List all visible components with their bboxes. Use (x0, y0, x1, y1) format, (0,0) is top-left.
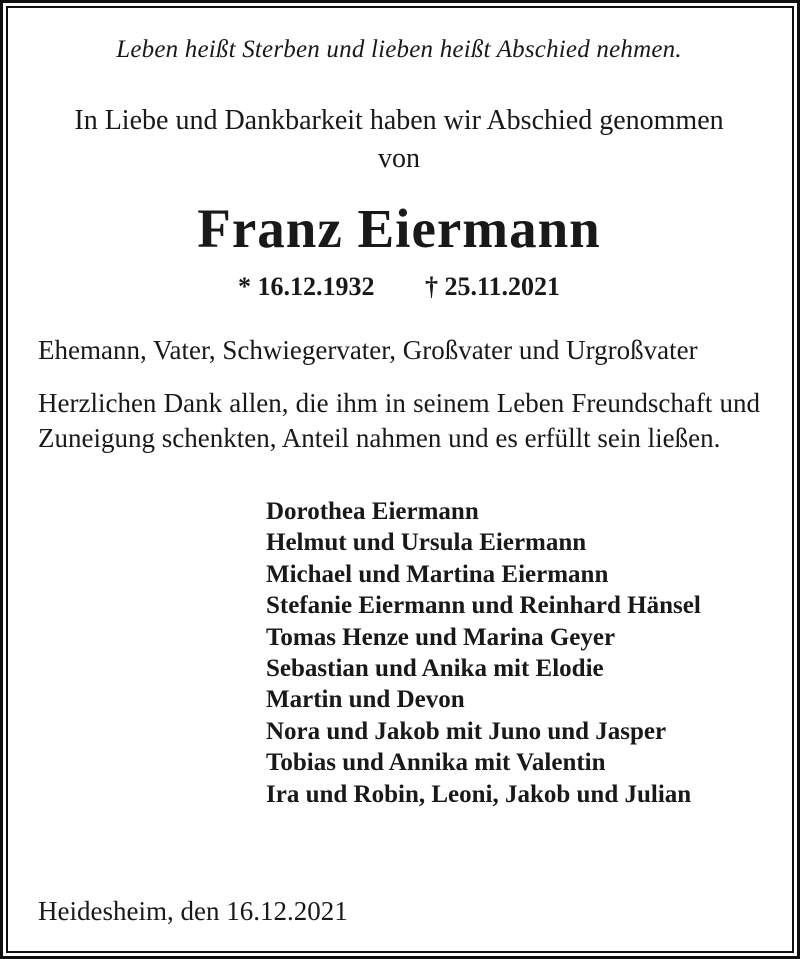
roles-line: Ehemann, Vater, Schwiegervater, Großvater und Urgroßvater (38, 335, 698, 365)
mourner-item: Tomas Henze und Marina Geyer (266, 623, 616, 651)
mourner-item: Dorothea Eiermann (266, 498, 479, 525)
place-date-line: Heidesheim, den 16.12.2021 (38, 896, 348, 926)
deceased-name: Franz Eiermann (197, 198, 601, 259)
intro-line-1: In Liebe und Dankbarkeit haben wir Abschied genommen (74, 105, 724, 136)
thanks-paragraph: Herzlichen Dank allen, die ihm in seinem Leben Freundschaft und Zuneigung schenkten, Anteil nahmen und es erfüllt sein ließen. (38, 388, 760, 453)
mourner-item: Tobias und Annika mit Valentin (266, 749, 606, 777)
obituary-card (6, 6, 794, 953)
epigraph-line: Leben heißt Sterben und lieben heißt Abschied nehmen. (116, 36, 682, 63)
life-dates (38, 272, 760, 302)
intro-line-2: von (378, 143, 420, 174)
birth-date: * 16.12.1932 (237, 272, 375, 301)
mourner-item: Ira und Robin, Leoni, Jakob und Julian (266, 780, 692, 808)
mourner-item: Michael und Martina Eiermann (266, 560, 609, 588)
mourners-list (266, 496, 760, 810)
mourner-item: Nora und Jakob mit Juno und Jasper (266, 717, 667, 745)
death-date: † 25.11.2021 (424, 272, 561, 301)
mourner-item: Sebastian und Anika mit Elodie (266, 655, 604, 683)
intro-block (38, 102, 760, 178)
mourner-item: Martin und Devon (266, 686, 465, 714)
mourner-item: Stefanie Eiermann und Reinhard Hänsel (266, 592, 701, 620)
mourner-item: Helmut und Ursula Eiermann (266, 529, 587, 557)
